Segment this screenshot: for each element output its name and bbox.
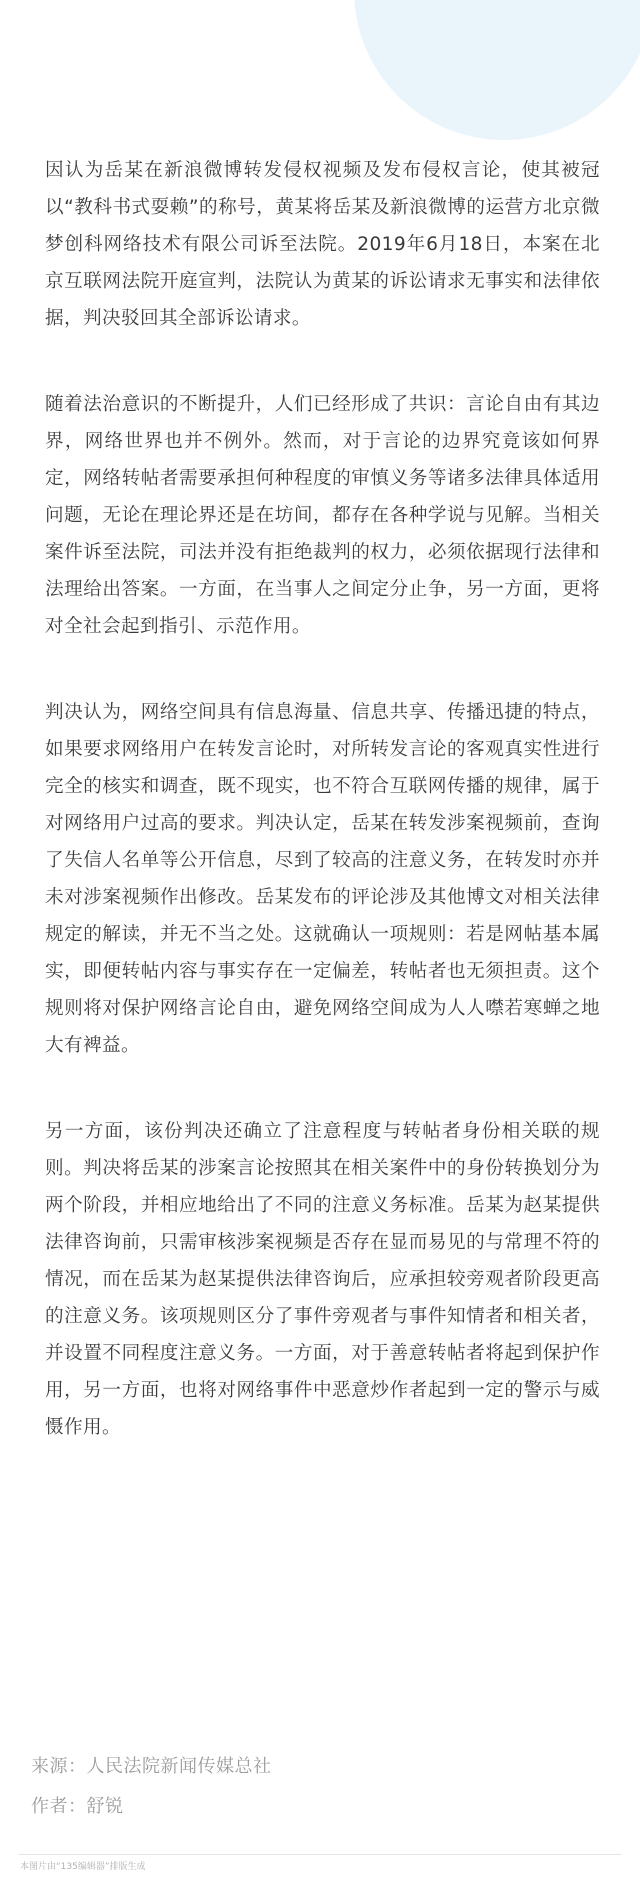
- footer-divider: [18, 1854, 622, 1855]
- paragraph-3: 判决认为，网络空间具有信息海量、信息共享、传播迅捷的特点，如果要求网络用户在转发言论时，对所转发言论的客观真实性进行完全的核实和调查，既不现实，也不符合互联网传播的规律，属于对网络用户过高的要求。判决认定，岳某在转发涉案视频前，查询了失信人名单等公开信息，尽到了较高的注意义务，在转发时亦并未对涉案视频作出修改。岳某发布的评论涉及其他博文对相关法律规定的解读，并无不当之处。这就确认一项规则：若是网帖基本属实，即便转帖内容与事实存在一定偏差，转帖者也无须担责。这个规则将对保护网络言论自由，避免网络空间成为人人噤若寒蝉之地大有裨益。: [45, 702, 600, 1056]
- paragraph-1: 因认为岳某在新浪微博转发侵权视频及发布侵权言论，使其被冠以“教科书式耍赖”的称号，黄某将岳某及新浪微博的运营方北京微梦创科网络技术有限公司诉至法院。2019年6月18日，本案在北京互联网法院开庭宣判，法院认为黄某的诉讼请求无事实和法律依据，判决驳回其全部诉讼请求。: [45, 160, 600, 329]
- source-line: 来源：人民法院新闻传媒总社: [31, 1756, 272, 1777]
- paragraph-4: 另一方面，该份判决还确立了注意程度与转帖者身份相关联的规则。判决将岳某的涉案言论按照其在相关案件中的身份转换划分为两个阶段，并相应地给出了不同的注意义务标准。岳某为赵某提供法律咨询前，只需审核涉案视频是否存在显而易见的与常理不符的情况，而在岳某为赵某提供法律咨询后，应承担较旁观者阶段更高的注意义务。该项规则区分了事件旁观者与事件知情者和相关者，并设置不同程度注意义务。一方面，对于善意转帖者将起到保护作用，另一方面，也将对网络事件中恶意炒作者起到一定的警示与威慑作用。: [45, 1121, 600, 1438]
- footer-note: 本图片由“135编辑器”排版生成: [20, 1862, 146, 1872]
- paragraph-2: 随着法治意识的不断提升，人们已经形成了共识：言论自由有其边界，网络世界也并不例外。然而，对于言论的边界究竟该如何界定，网络转帖者需要承担何种程度的审慎义务等诸多法律具体适用问题，无论在理论界还是在坊间，都存在各种学说与见解。当相关案件诉至法院，司法并没有拒绝裁判的权力，必须依据现行法律和法理给出答案。一方面，在当事人之间定分止争，另一方面，更将对全社会起到指引、示范作用。: [45, 394, 600, 637]
- decorative-circle: [354, 0, 640, 140]
- author-line: 作者：舒锐: [31, 1796, 124, 1817]
- article-body: [45, 152, 600, 1495]
